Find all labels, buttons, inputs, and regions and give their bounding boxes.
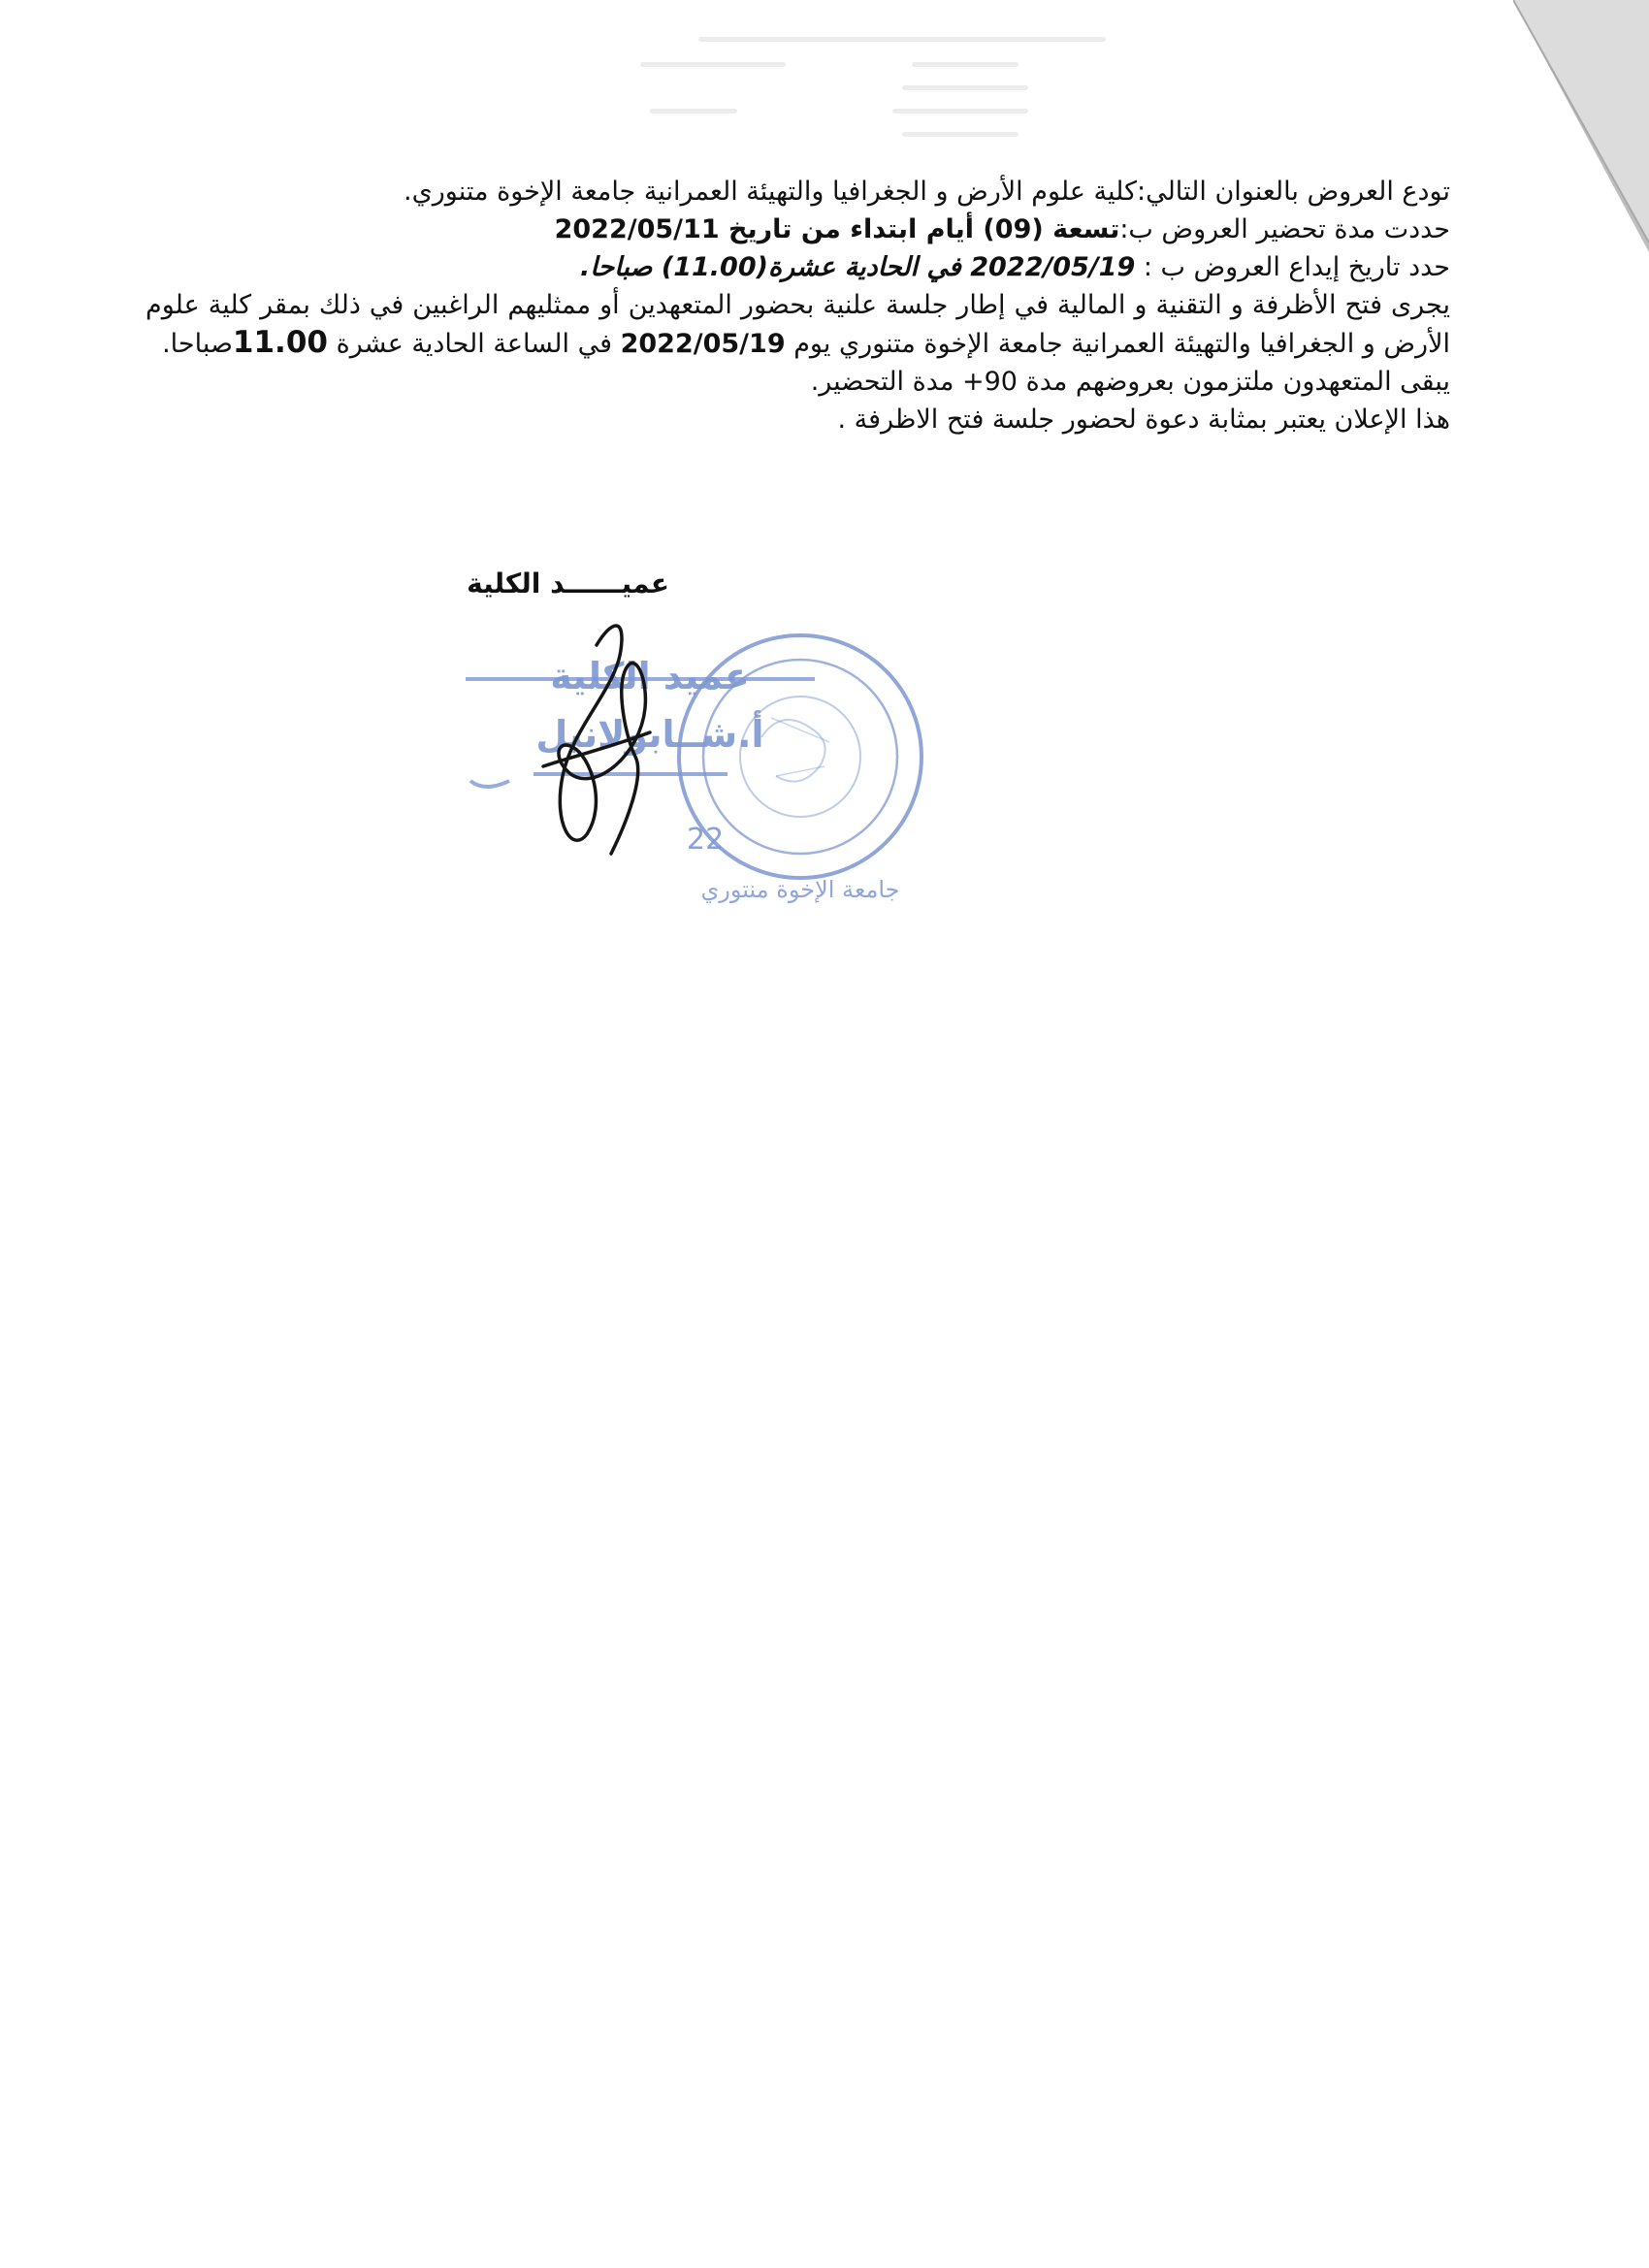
opening-session-text: يجرى فتح الأظرفة و التقنية و المالية في إطار جلسة علنية بحضور المتعهدين أو ممثليهم الراغبين في ذلك بمقر كلية علوم الأرض و الجغرافيا والتهيئة العمرانية جامعة الإخوة متنوري يوم [146, 290, 1450, 359]
opening-session-date: 2022/05/19 [620, 329, 786, 359]
submission-address: كلية علوم الأرض و الجغرافيا والتهيئة العمرانية جامعة الإخوة متنوري. [404, 177, 1137, 207]
opening-session-paragraph [146, 286, 1450, 363]
deposit-label: حدد تاريخ إيداع العروض ب : [1143, 252, 1450, 282]
preparation-label: حددت مدة تحضير العروض ب: [1119, 214, 1450, 244]
opening-session-time-value: 11.00 [232, 325, 328, 360]
announcement-body [146, 173, 1450, 438]
preparation-period-line [146, 211, 1450, 248]
opening-session-time-text: في الساعة الحادية عشرة [336, 329, 612, 359]
submission-address-line [146, 173, 1450, 211]
stamp-university-text: جامعة الإخوة منتوري [700, 876, 900, 903]
faint-header-remnant [582, 29, 1261, 155]
invitation-line: هذا الإعلان يعتبر بمثابة دعوة لحضور جلسة فتح الاظرفة . [837, 405, 1450, 435]
stamp-signatory-name: أ.شــابولانيل [535, 713, 764, 756]
dean-signature-title: عميــــــد الكلية [467, 567, 669, 599]
stamp-dean-text: عميد الكلية [550, 655, 750, 697]
stamp-number: 22 [687, 823, 725, 857]
deposit-date-line [146, 248, 1450, 286]
opening-session-suffix: صباحا. [162, 329, 233, 359]
official-stamp-and-signature [427, 611, 970, 931]
submission-label: تودع العروض بالعنوان التالي: [1136, 177, 1450, 207]
folded-corner [1513, 0, 1649, 252]
commitment-line: يبقى المتعهدون ملتزمون بعروضهم مدة 90+ مدة التحضير. [810, 367, 1450, 397]
deposit-value: 2022/05/19 في الحادية عشرة(11.00) صباحا. [580, 252, 1136, 282]
preparation-value: تسعة (09) أيام ابتداء من تاريخ 2022/05/11 [554, 214, 1120, 244]
